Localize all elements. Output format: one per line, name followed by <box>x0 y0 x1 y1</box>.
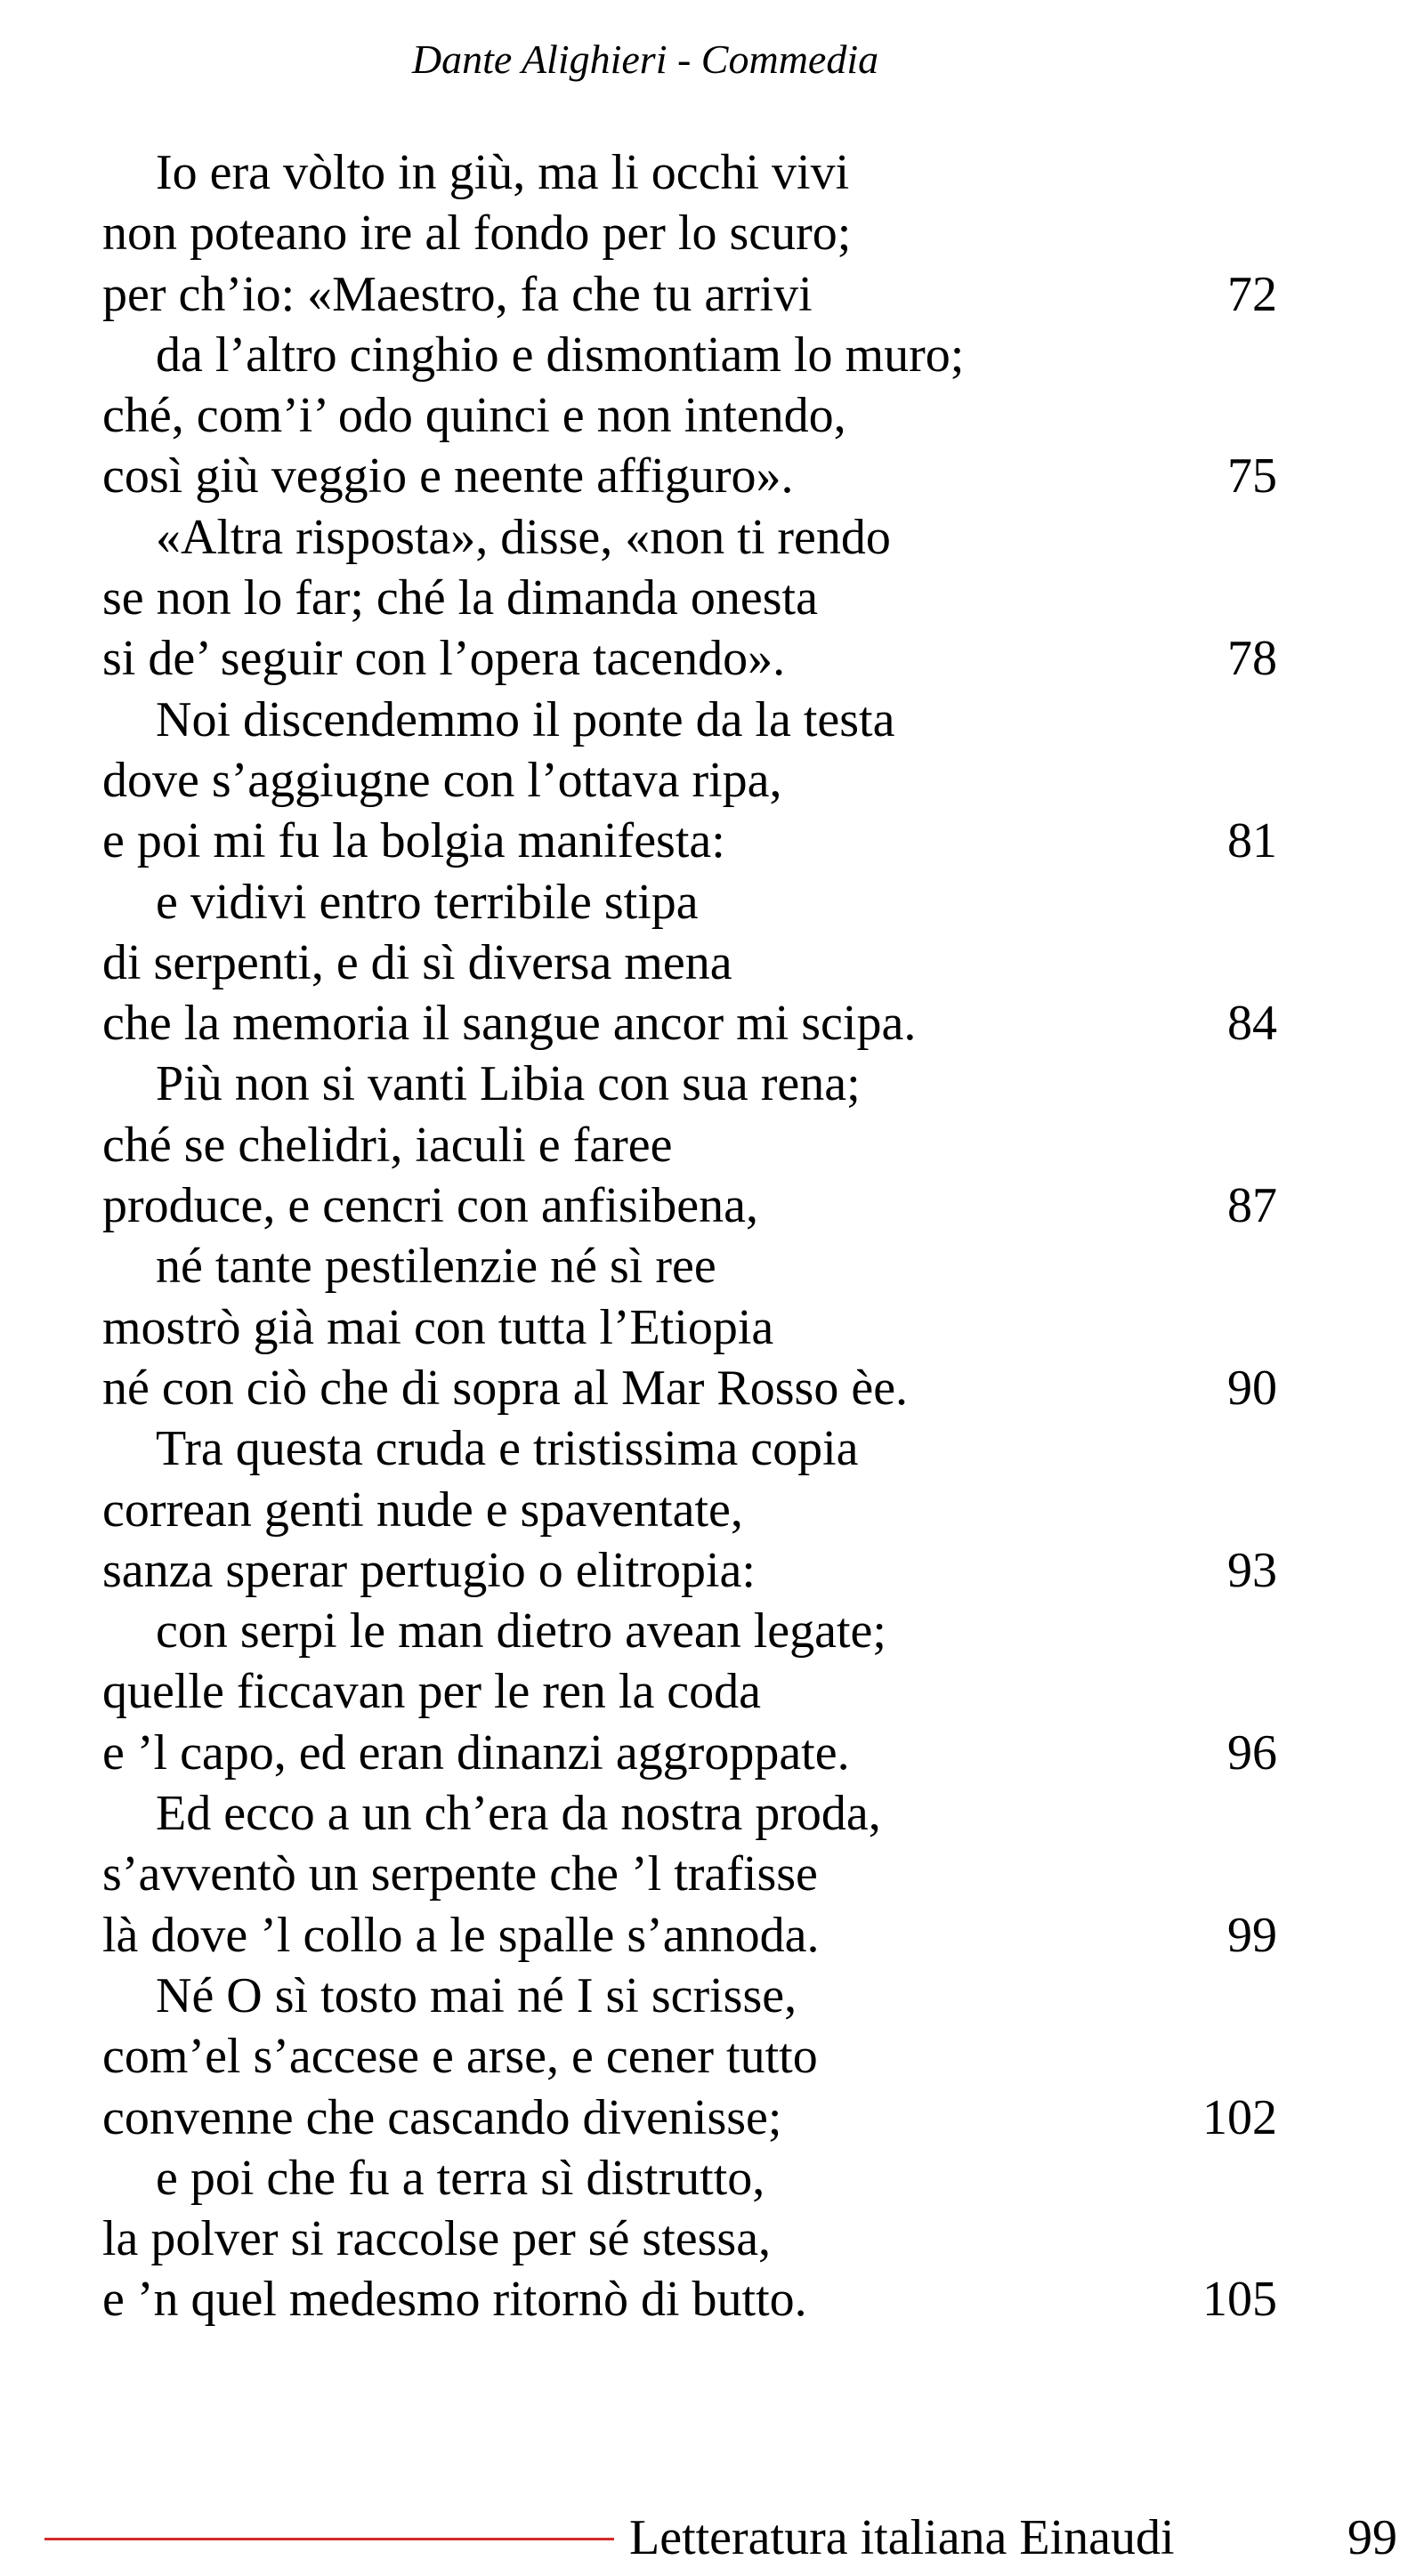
verse-line <box>102 811 1277 871</box>
verse-text: s’avventò un serpente che ’l trafisse <box>102 1846 818 1902</box>
verse-text: «Altra risposta», disse, «non ti rendo <box>156 509 891 565</box>
verse-line <box>102 1783 1277 1844</box>
running-header: Dante Alighieri - Commedia <box>411 36 879 82</box>
verse-line <box>102 446 1277 506</box>
footer-rule <box>44 2538 614 2540</box>
verse-line <box>102 1480 1277 1540</box>
verse-text: Io era vòlto in giù, ma li occhi vivi <box>156 145 850 200</box>
verse-text: convenne che cascando divenisse; <box>102 2089 782 2145</box>
verse-number: 105 <box>1202 2272 1277 2328</box>
verse-text: con serpi le man dietro avean legate; <box>156 1603 886 1659</box>
verse-text: e ’n quel medesmo ritornò di butto. <box>102 2272 807 2328</box>
verse-line <box>102 933 1277 993</box>
verse-text: com’el s’accese e arse, e cener tutto <box>102 2029 818 2085</box>
verse-line <box>102 2087 1277 2148</box>
verse-number: 87 <box>1227 1178 1277 1234</box>
verse-text: ché, com’i’ odo quinci e non intendo, <box>102 388 846 444</box>
verse-text: così giù veggio e neente affiguro». <box>102 448 794 505</box>
verse-line <box>102 628 1277 689</box>
verse-number: 75 <box>1227 448 1277 505</box>
verse-text: e poi che fu a terra sì distrutto, <box>156 2150 765 2206</box>
verse-line <box>102 1236 1277 1296</box>
verse-text: e poi mi fu la bolgia manifesta: <box>102 813 725 869</box>
verse-number: 78 <box>1227 631 1277 687</box>
verse-line <box>102 1297 1277 1358</box>
verse-text: ché se chelidri, iaculi e faree <box>102 1117 673 1173</box>
verse-text: Più non si vanti Libia con sua rena; <box>156 1056 861 1112</box>
verse-line <box>102 1661 1277 1722</box>
verse-text: Né O sì tosto mai né I si scrisse, <box>156 1967 797 2023</box>
verse-line <box>102 325 1277 385</box>
verse-text: là dove ’l collo a le spalle s’annoda. <box>102 1907 820 1963</box>
verse-line <box>102 1115 1277 1175</box>
verse-line <box>102 690 1277 750</box>
verse-number: 84 <box>1227 996 1277 1052</box>
verse-line <box>102 507 1277 568</box>
verse-line <box>102 1723 1277 1783</box>
verse-text: e ’l capo, ed eran dinanzi aggroppate. <box>102 1724 850 1781</box>
verse-text: mostrò già mai con tutta l’Etiopia <box>102 1299 774 1355</box>
verse-text: Ed ecco a un ch’era da nostra proda, <box>156 1786 881 1842</box>
verse-text: né tante pestilenzie né sì ree <box>156 1239 716 1295</box>
verse-line <box>102 1418 1277 1479</box>
verse-number: 81 <box>1227 813 1277 869</box>
verse-text: correan genti nude e spaventate, <box>102 1482 743 1538</box>
verse-line <box>102 1601 1277 1661</box>
verse-text: che la memoria il sangue ancor mi scipa. <box>102 996 917 1052</box>
verse-number: 93 <box>1227 1542 1277 1598</box>
verse-text: la polver si raccolse per sé stessa, <box>102 2211 772 2267</box>
verse-line <box>102 142 1277 203</box>
verse-number: 96 <box>1227 1724 1277 1781</box>
footer-brand: Letteratura italiana Einaudi <box>629 2510 1175 2565</box>
verse-number: 72 <box>1227 266 1277 322</box>
verse-line <box>102 385 1277 446</box>
verse-line <box>102 750 1277 811</box>
verse-line <box>102 1540 1277 1601</box>
verse-text: dove s’aggiugne con l’ottava ripa, <box>102 752 782 808</box>
verse-line <box>102 203 1277 263</box>
verse-text: per ch’io: «Maestro, fa che tu arrivi <box>102 266 813 322</box>
verse-text: Noi discendemmo il ponte da la testa <box>156 691 895 747</box>
verse-number: 90 <box>1227 1360 1277 1416</box>
verse-line <box>102 2148 1277 2209</box>
verse-text: né con ciò che di sopra al Mar Rosso èe. <box>102 1360 909 1416</box>
verse-block <box>102 142 1277 2330</box>
verse-text: sanza sperar pertugio o elitropia: <box>102 1542 756 1598</box>
verse-text: di serpenti, e di sì diversa mena <box>102 934 732 990</box>
verse-text: da l’altro cinghio e dismontiam lo muro; <box>156 327 965 383</box>
verse-line <box>102 872 1277 933</box>
verse-line <box>102 264 1277 325</box>
verse-line <box>102 2269 1277 2330</box>
verse-line <box>102 1175 1277 1236</box>
verse-text: quelle ficcavan per le ren la coda <box>102 1664 762 1720</box>
verse-text: se non lo far; ché la dimanda onesta <box>102 570 818 626</box>
verse-line <box>102 568 1277 628</box>
verse-line <box>102 1844 1277 1904</box>
verse-text: e vidivi entro terribile stipa <box>156 874 699 930</box>
verse-line <box>102 1905 1277 1966</box>
verse-text: non poteano ire al fondo per lo scuro; <box>102 206 852 262</box>
verse-line <box>102 2209 1277 2269</box>
verse-line <box>102 993 1277 1054</box>
verse-line <box>102 2026 1277 2087</box>
verse-text: si de’ seguir con l’opera tacendo». <box>102 631 786 687</box>
verse-line <box>102 1054 1277 1114</box>
verse-text: Tra questa cruda e tristissima copia <box>156 1421 859 1477</box>
verse-line <box>102 1358 1277 1418</box>
verse-number: 99 <box>1227 1907 1277 1963</box>
verse-number: 102 <box>1202 2089 1277 2145</box>
verse-line <box>102 1966 1277 2026</box>
verse-text: produce, e cencri con anfisibena, <box>102 1178 758 1234</box>
page-number: 99 <box>1347 2510 1397 2565</box>
